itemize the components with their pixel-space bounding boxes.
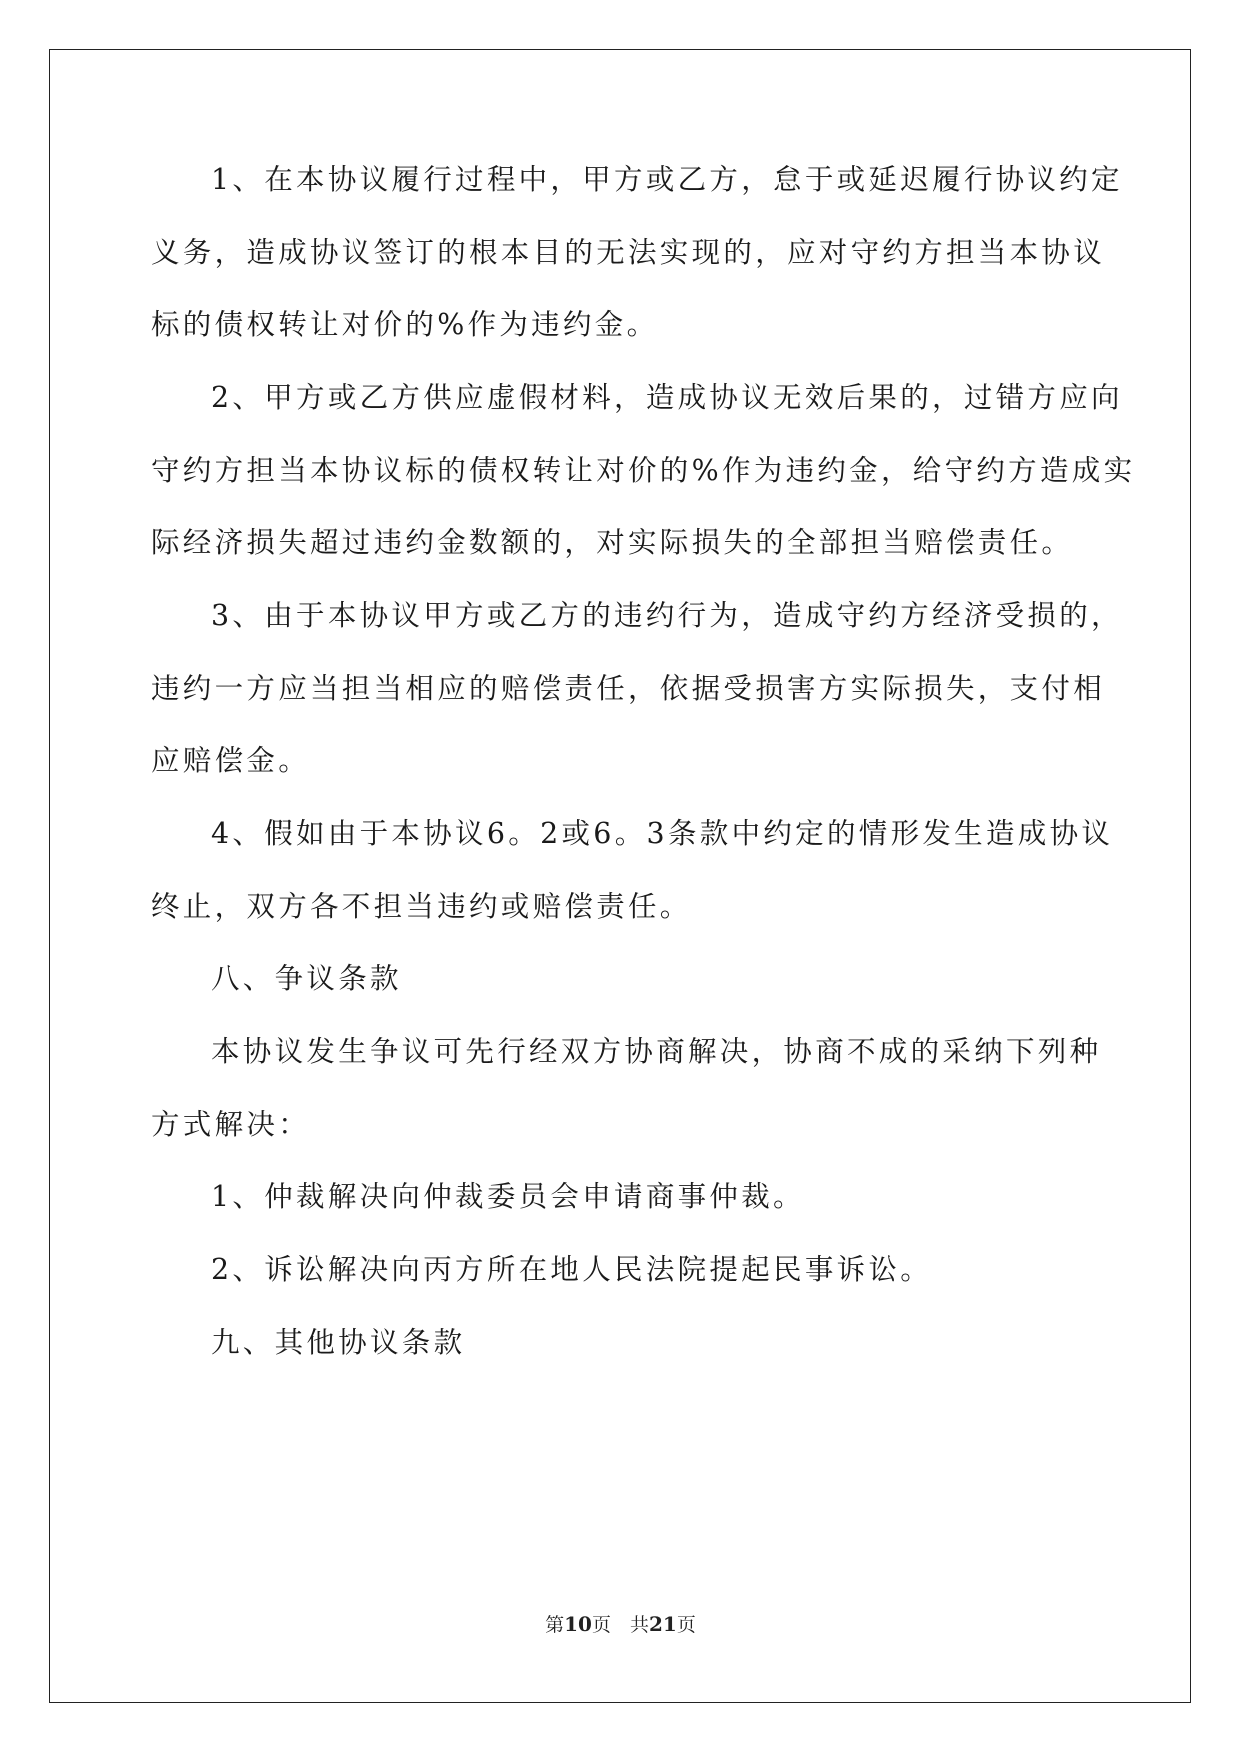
paragraph-line: 守约方担当本协议标的债权转让对价的%作为违约金，给守约方造成实 — [151, 454, 1136, 487]
paragraph-line: 2、甲方或乙方供应虚假材料，造成协议无效后果的，过错方应向 — [211, 381, 1123, 414]
footer-prefix: 第 — [545, 1614, 565, 1636]
paragraph-line: 3、由于本协议甲方或乙方的违约行为，造成守约方经济受损的， — [211, 599, 1123, 632]
page-border — [49, 49, 1191, 1703]
section-heading: 九、其他协议条款 — [211, 1326, 466, 1359]
current-page-number: 10 — [564, 1612, 592, 1636]
paragraph-line: 终止，双方各不担当违约或赔偿责任。 — [151, 890, 692, 923]
paragraph-line: 本协议发生争议可先行经双方协商解决，协商不成的采纳下列种 — [211, 1035, 1102, 1068]
paragraph-line: 义务，造成协议签订的根本目的无法实现的，应对守约方担当本协议 — [151, 236, 1106, 269]
paragraph-line: 2、诉讼解决向丙方所在地人民法院提起民事诉讼。 — [211, 1253, 933, 1286]
paragraph-line: 应赔偿金。 — [151, 744, 311, 777]
page-footer — [0, 1610, 1241, 1637]
paragraph-line: 1、仲裁解决向仲裁委员会申请商事仲裁。 — [211, 1180, 805, 1213]
total-pages-number: 21 — [649, 1612, 677, 1636]
paragraph-line: 际经济损失超过违约金数额的，对实际损失的全部担当赔偿责任。 — [151, 526, 1074, 559]
footer-middle: 页 共 — [591, 1614, 649, 1636]
footer-suffix: 页 — [676, 1614, 696, 1636]
paragraph-line: 违约一方应当担当相应的赔偿责任，依据受损害方实际损失，支付相 — [151, 672, 1106, 705]
paragraph-line: 方式解决： — [151, 1108, 311, 1141]
paragraph-line: 标的债权转让对价的%作为违约金。 — [151, 308, 659, 341]
paragraph-line: 4、假如由于本协议6。2或6。3条款中约定的情形发生造成协议 — [211, 817, 1114, 850]
paragraph-line: 1、在本协议履行过程中，甲方或乙方，怠于或延迟履行协议约定 — [211, 163, 1123, 196]
section-heading: 八、争议条款 — [211, 962, 402, 995]
